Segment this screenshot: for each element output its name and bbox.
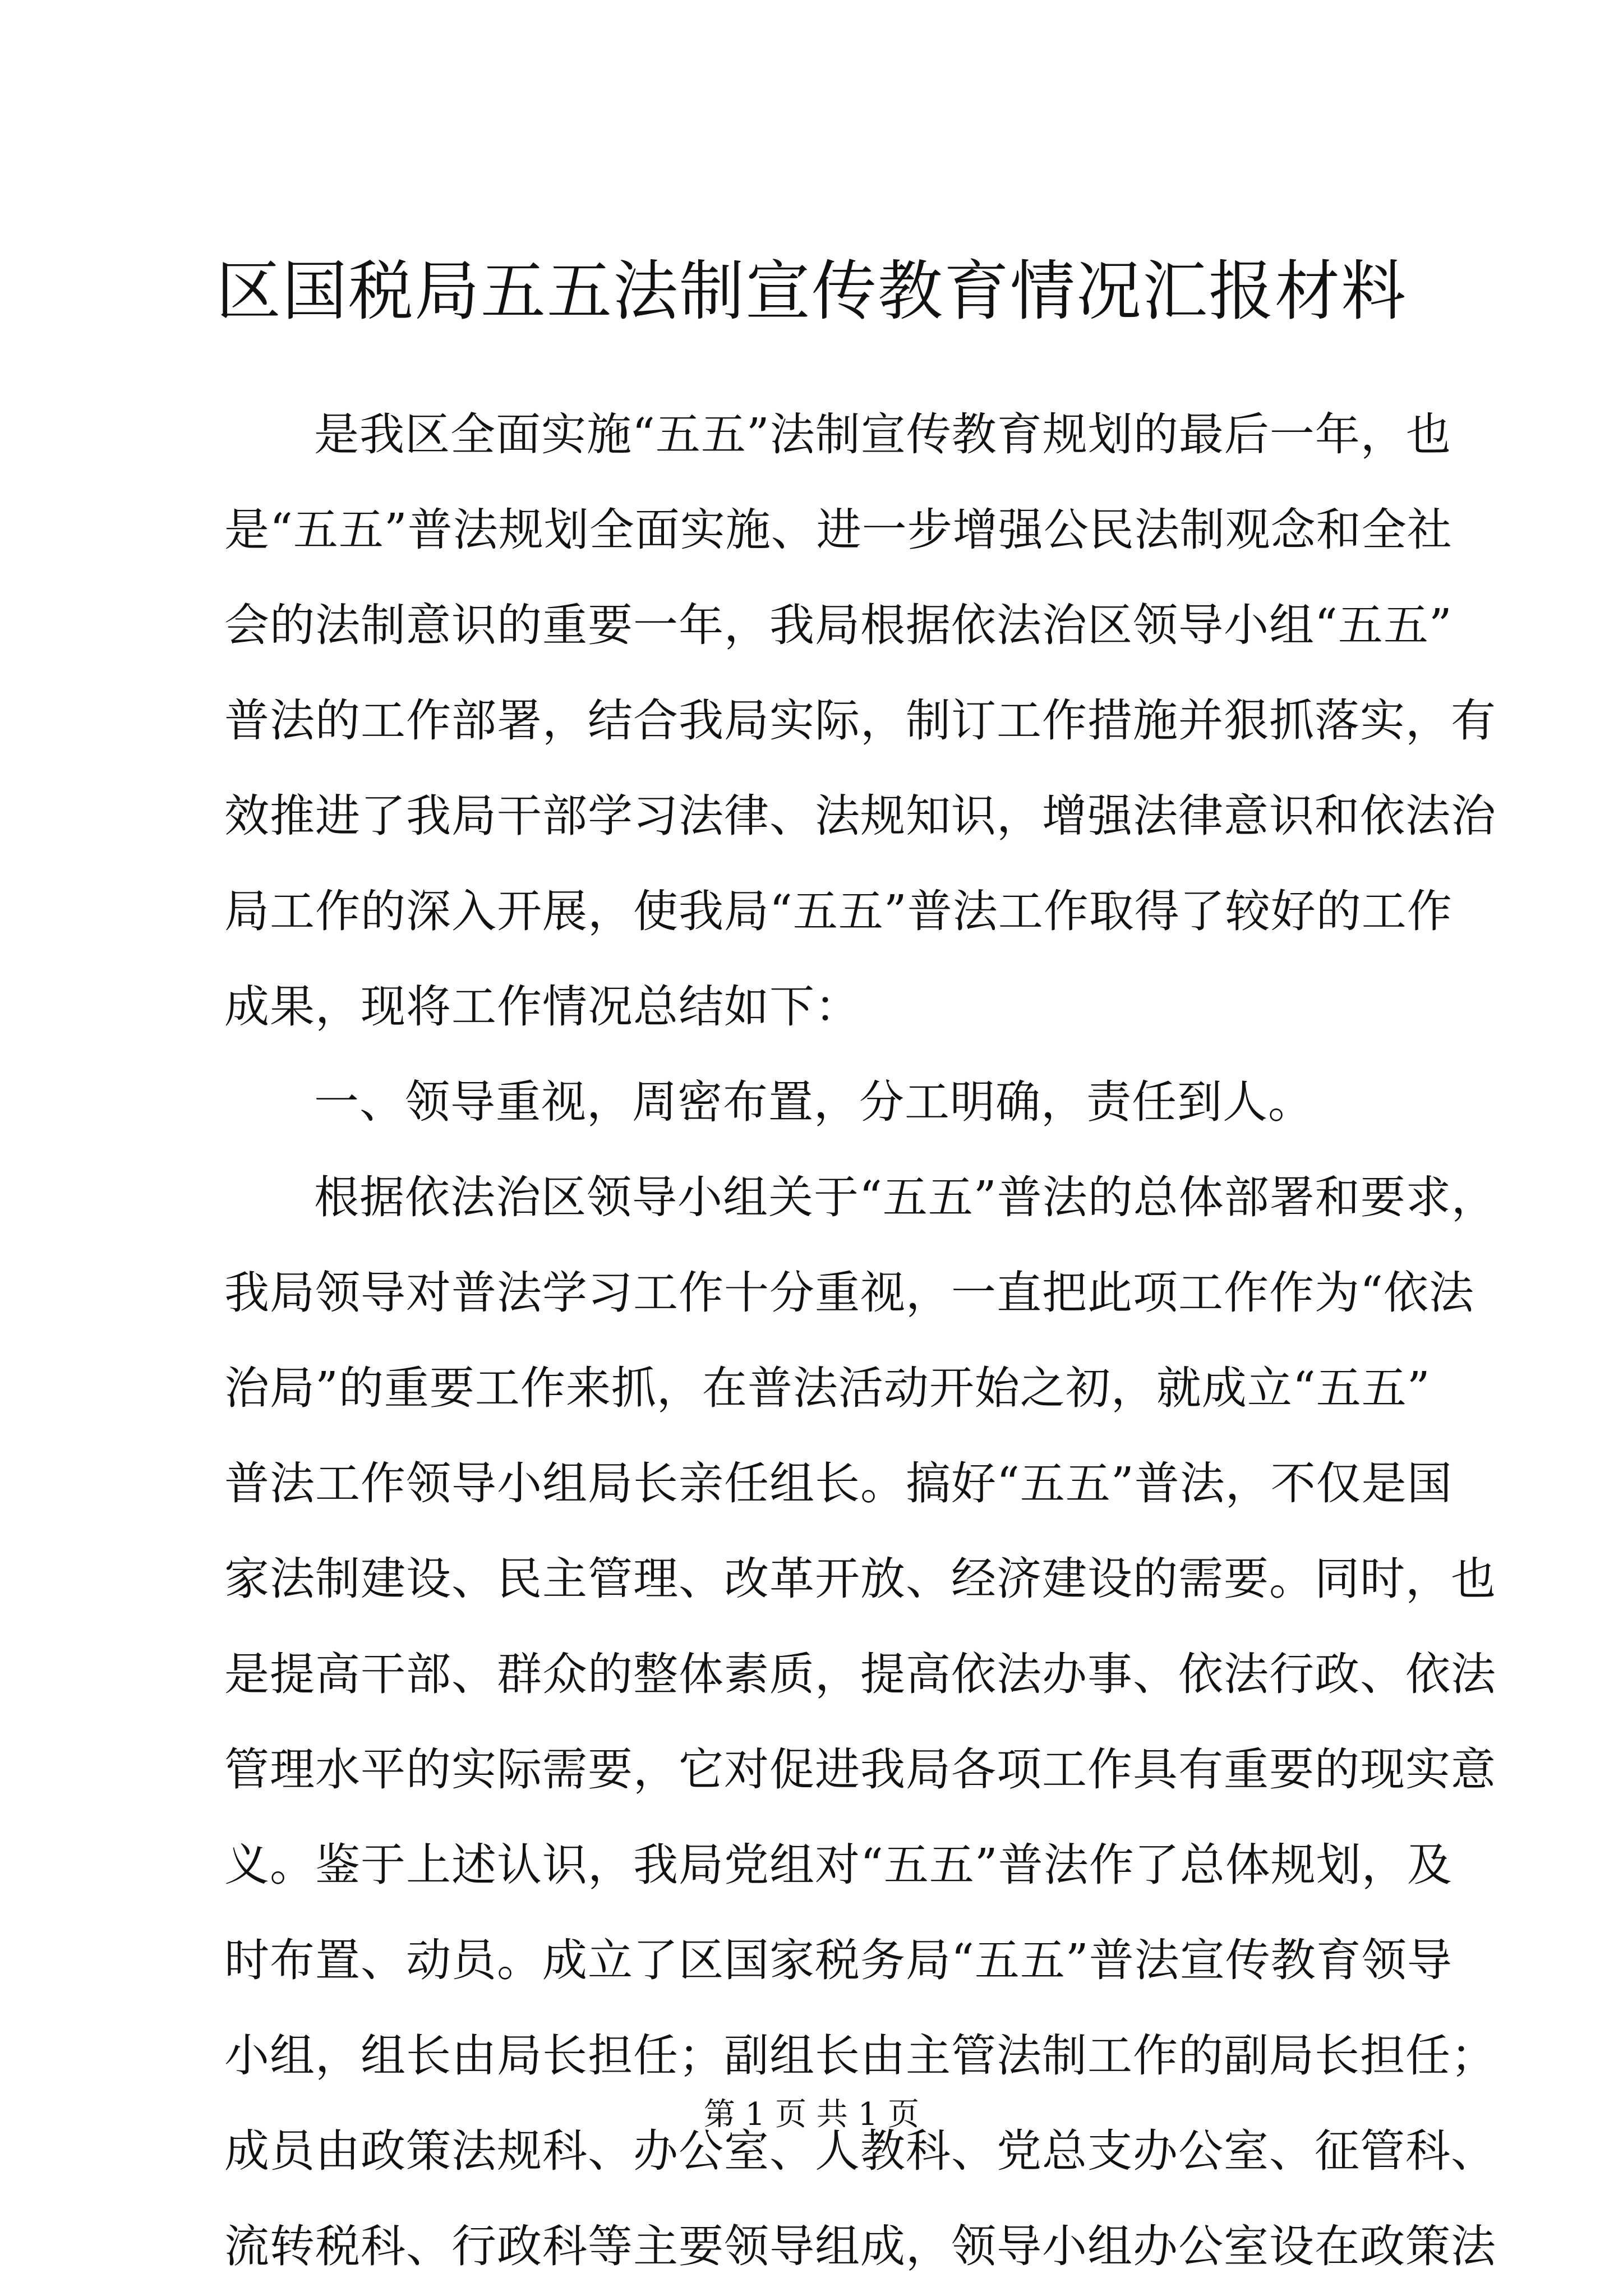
paragraph-line: 流转税科、行政科等主要领导组成，领导小组办公室设在政策法 <box>224 2220 1496 2272</box>
paragraph-line: 治局”的重要工作来抓，在普法活动开始之初，就成立“五五” <box>224 1362 1431 1414</box>
document-title: 区国税局五五法制宣传教育情况汇报材料 <box>216 254 1407 329</box>
paragraph-line: 效推进了我局干部学习法律、法规知识，增强法律意识和依法治 <box>224 790 1496 842</box>
paragraph-line: 成员由政策法规科、办公室、人教科、党总支办公室、征管科、 <box>224 2125 1496 2177</box>
paragraph-line: 成果，现将工作情况总结如下： <box>224 981 860 1033</box>
paragraph-line: 会的法制意识的重要一年，我局根据依法治区领导小组“五五” <box>224 599 1453 651</box>
paragraph-line: 时布置、动员。成立了区国家税务局“五五”普法宣传教育领导 <box>224 1934 1453 1986</box>
document-body <box>224 387 1497 2294</box>
paragraph-line: 是我区全面实施“五五”法制宣传教育规划的最后一年，也 <box>314 408 1451 461</box>
section-heading: 一、领导重视，周密布置，分工明确，责任到人。 <box>314 1076 1313 1128</box>
paragraph-line: 家法制建设、民主管理、改革开放、经济建设的需要。同时，也 <box>224 1553 1496 1605</box>
paragraph-line: 根据依法治区领导小组关于“五五”普法的总体部署和要求， <box>314 1171 1497 1223</box>
paragraph-line: 管理水平的实际需要，它对促进我局各项工作具有重要的现实意 <box>224 1743 1496 1796</box>
page-number-footer: 第 1 页 共 1 页 <box>703 2096 920 2133</box>
paragraph-line: 小组，组长由局长担任；副组长由主管法制工作的副局长担任； <box>224 2030 1496 2082</box>
paragraph-line: 我局领导对普法学习工作十分重视，一直把此项工作作为“依法 <box>224 1267 1474 1319</box>
paragraph-line: 义。鉴于上述认识，我局党组对“五五”普法作了总体规划，及 <box>224 1839 1453 1891</box>
paragraph-line: 局工作的深入开展，使我局“五五”普法工作取得了较好的工作 <box>224 885 1453 937</box>
paragraph-line: 普法工作领导小组局长亲任组长。搞好“五五”普法，不仅是国 <box>224 1457 1453 1510</box>
paragraph-line: 是“五五”普法规划全面实施、进一步增强公民法制观念和全社 <box>224 504 1453 556</box>
paragraph-line: 是提高干部、群众的整体素质，提高依法办事、依法行政、依法 <box>224 1648 1496 1700</box>
paragraph-line: 普法的工作部署，结合我局实际，制订工作措施并狠抓落实，有 <box>224 694 1496 747</box>
